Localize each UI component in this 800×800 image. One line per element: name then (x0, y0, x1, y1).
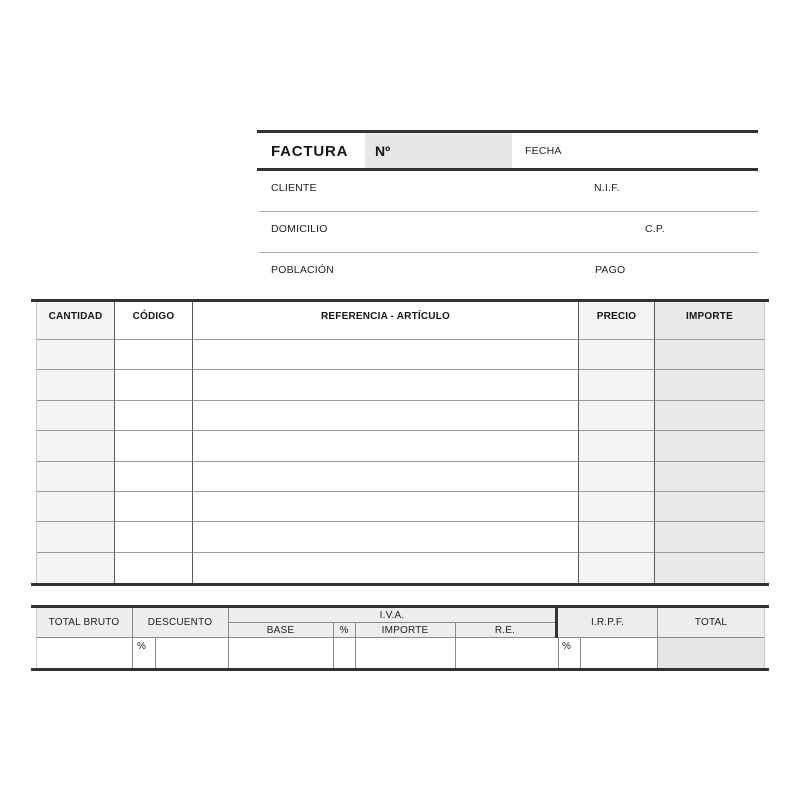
iva-subheader-divider (228, 622, 556, 623)
invoice-number-field (365, 133, 512, 169)
nif-label: N.I.F. (594, 182, 620, 194)
item-cell (115, 401, 193, 431)
item-cell (579, 462, 655, 492)
client-row-divider (259, 211, 758, 212)
item-cell (37, 522, 115, 552)
item-cell (115, 492, 193, 522)
city-label: POBLACIÓN (271, 264, 335, 276)
address-label: DOMICILIO (271, 223, 328, 235)
item-cell (655, 462, 764, 492)
column-header-codigo: CÓDIGO (115, 302, 193, 340)
item-cell (37, 462, 115, 492)
total-value-cell (658, 638, 765, 668)
items-table-bottom-rule (31, 583, 769, 586)
header-bottom-rule (257, 168, 758, 171)
item-cell (579, 340, 655, 370)
iva-base-label: BASE (266, 624, 295, 636)
postal-code-label: C.P. (645, 223, 665, 235)
item-cell (655, 553, 764, 583)
column-header-referencia: REFERENCIA - ARTÍCULO (193, 302, 579, 340)
total-label: TOTAL (694, 617, 728, 628)
item-cell (193, 431, 579, 461)
iva-importe-label: IMPORTE (381, 624, 429, 636)
irpf-heavy-divider (555, 605, 558, 638)
form-title: FACTURA (271, 142, 349, 160)
item-cell (193, 462, 579, 492)
totals-header-body-divider (36, 637, 765, 638)
item-cell (37, 431, 115, 461)
item-cell (579, 370, 655, 400)
totals-divider-7 (657, 608, 658, 668)
item-cell (37, 401, 115, 431)
item-cell (655, 370, 764, 400)
totals-table-bottom-rule (31, 668, 769, 671)
item-cell (193, 370, 579, 400)
totals-right-edge (764, 608, 765, 668)
item-cell (115, 522, 193, 552)
total-bruto-label: TOTAL BRUTO (48, 617, 120, 628)
item-cell (193, 553, 579, 583)
item-cell (115, 431, 193, 461)
item-cell (37, 553, 115, 583)
item-cell (579, 401, 655, 431)
column-header-importe: IMPORTE (655, 302, 764, 340)
item-cell (579, 522, 655, 552)
item-cell (115, 370, 193, 400)
item-cell (193, 401, 579, 431)
address-row-divider (259, 252, 758, 253)
items-grid (36, 302, 765, 583)
invoice-number-label: Nº (375, 143, 391, 159)
totals-divider-5 (455, 623, 456, 668)
item-cell (655, 340, 764, 370)
item-cell (655, 401, 764, 431)
totals-divider-3 (333, 623, 334, 668)
iva-percent-label: % (339, 624, 349, 636)
descuento-label: DESCUENTO (147, 617, 213, 628)
column-header-precio: PRECIO (579, 302, 655, 340)
item-cell (579, 431, 655, 461)
totals-divider-1 (132, 608, 133, 668)
item-cell (655, 522, 764, 552)
iva-re-label: R.E. (494, 624, 516, 636)
totals-divider-4 (355, 623, 356, 668)
item-cell (115, 462, 193, 492)
descuento-percent-symbol: % (137, 641, 146, 652)
totals-divider-2 (228, 608, 229, 668)
item-cell (193, 340, 579, 370)
item-cell (193, 522, 579, 552)
item-cell (655, 431, 764, 461)
descuento-percent-divider (155, 638, 156, 668)
irpf-percent-divider (580, 638, 581, 668)
payment-label: PAGO (595, 264, 626, 276)
irpf-percent-symbol: % (562, 641, 571, 652)
client-label: CLIENTE (271, 182, 317, 194)
item-cell (655, 492, 764, 522)
item-cell (37, 370, 115, 400)
iva-label: I.V.A. (379, 609, 405, 621)
item-cell (193, 492, 579, 522)
item-cell (37, 492, 115, 522)
item-cell (37, 340, 115, 370)
item-cell (115, 553, 193, 583)
irpf-label: I.R.P.F. (590, 617, 625, 628)
item-cell (579, 553, 655, 583)
item-cell (115, 340, 193, 370)
totals-left-edge (36, 608, 37, 668)
item-cell (579, 492, 655, 522)
date-label: FECHA (525, 145, 562, 157)
column-header-cantidad: CANTIDAD (37, 302, 115, 340)
totals-divider-6 (558, 638, 559, 668)
